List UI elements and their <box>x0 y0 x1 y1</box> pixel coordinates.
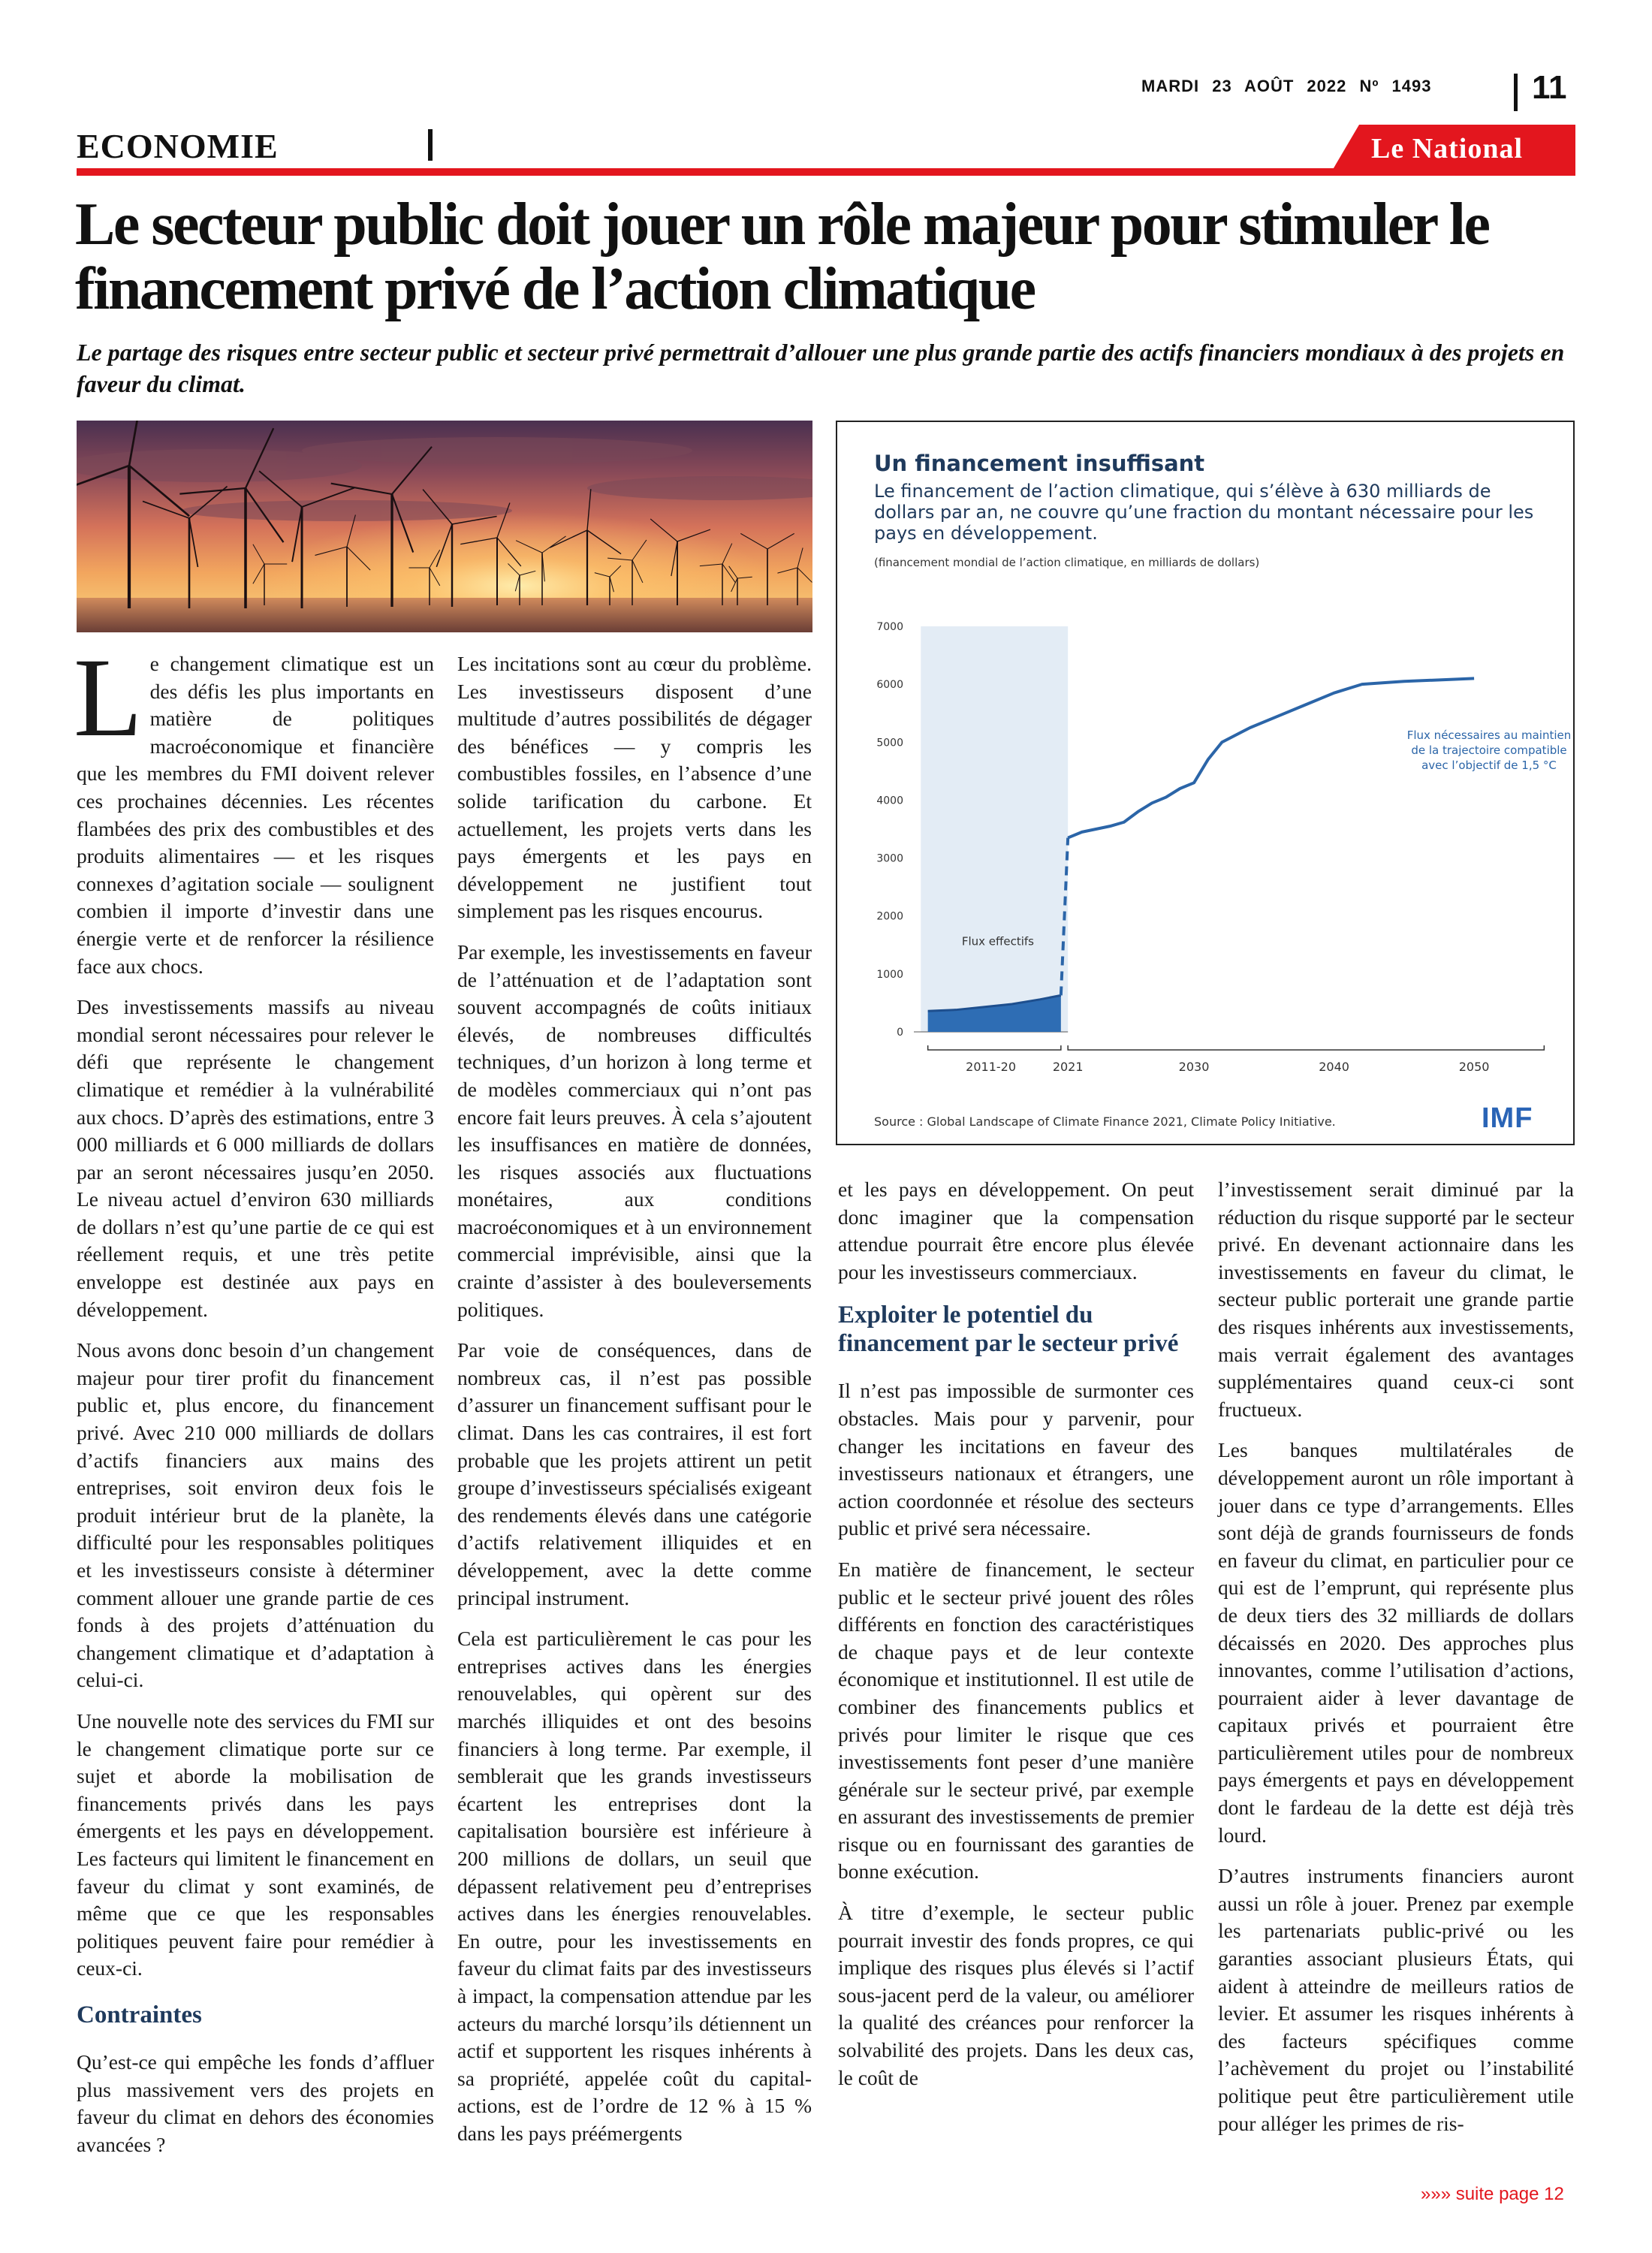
chart-units-note: (financement mondial de l’action climatique, en milliards de dollars) <box>874 556 1260 569</box>
paragraph: En matière de financement, le secteur public et le secteur privé jouent des rôles différents en fonction des caractéristiques de chaque pays et de leur contexte économique et institutionnel. Il est utile de combiner des financements publics et privés pour limiter le risque que ces investissements font peser d’une manière générale sur le secteur privé, par exemple en assurant des investissements de premier risque ou en fournissant des garanties de bonne exécution. <box>838 1557 1194 1884</box>
y-tick-label: 7000 <box>876 621 903 633</box>
y-tick-label: 5000 <box>876 737 903 749</box>
annotation-needed-flows: avec l’objectif de 1,5 °C <box>1421 759 1557 772</box>
article-column-1 <box>74 635 434 2172</box>
paragraph: l’investissement serait diminué par la réduction du risque supporté par le secteur privé. En devenant actionnaire dans les investissements en faveur du climat, le secteur public porterait une grande partie des risques inhérents aux investissements, mais verrait également des avantages supplémentaires quand ceux-ci sont fructueux. <box>1218 1178 1574 1421</box>
paragraph: Des investissements massifs au niveau mondial seront nécessaires pour relever le défi que représente le changement climatique et remédier à la vulnérabilité aux chocs. D’après des estimations, entre 3 000 milliards et 6 000 milliards de dollars par an seront nécessaires jusqu’en 2050. Le niveau actuel d’environ 630 milliards de dollars n’est qu’une partie de ce qui est réellement requis, et une très petite enveloppe est destinée aux pays en développement. <box>77 995 434 1321</box>
climate-finance-chart <box>836 421 1575 1145</box>
y-tick-label: 2000 <box>876 910 903 923</box>
article-headline: Le secteur public doit jouer un rôle majeur pour stimuler le financement privé de l’action climatique <box>75 192 1489 322</box>
paragraph: Une nouvelle note des services du FMI sur le changement climatique porte sur ce sujet et aborde la mobilisation de financements privés dans les pays émergents et les pays en développement. Les facteurs qui limitent le financement en faveur du climat y sont examinés, de même que ce que les responsables politiques peuvent faire pour remédier à ceux-ci. <box>77 1709 434 1980</box>
paragraph: Nous avons donc besoin d’un changement majeur pour tirer profit du financement public et, plus encore, du financement privé. Avec 210 000 milliards de dollars d’actifs financiers aux mains des entreprises, soit environ deux fois le produit intérieur brut de la planète, la difficulté pour les responsables politiques et les investisseurs consiste à déterminer comment allouer une grande partie de ces fonds à des projets d’atténuation du changement climatique et d’adaptation à celui-ci. <box>77 1338 434 1692</box>
annotation-actual-flows: Flux effectifs <box>961 934 1034 949</box>
article-deck: Le partage des risques entre secteur public et secteur privé permettrait d’allouer une plus grande partie des actifs financiers mondiaux à des projets en faveur du climat. <box>77 339 1565 397</box>
x-tick-label: 2030 <box>1178 1060 1210 1074</box>
actual-period-shade <box>921 626 1068 1032</box>
article-column-3 <box>838 1176 1194 2105</box>
paragraph: Par voie de conséquences, dans de nombreux cas, il n’est pas possible d’assurer un financement suffisant pour le climat. Dans les cas contraires, il est fort probable que les projets attirent un petit groupe d’investisseurs spécialisés exigeant des rendements élevés dans une catégorie d’actifs relativement illiquides et en développement, avec la dette comme principal instrument. <box>457 1338 812 1609</box>
x-bracket-actual <box>928 1045 1061 1050</box>
section-divider <box>428 129 433 161</box>
page-number-divider <box>1514 74 1518 111</box>
paragraph: Qu’est-ce qui empêche les fonds d’affluer plus massivement vers des projets en faveur du climat en dehors des économies avancées ? <box>77 2049 434 2156</box>
x-tick-label: 2040 <box>1319 1060 1349 1074</box>
annotation-needed-flows: de la trajectoire compatible <box>1411 743 1567 757</box>
x-tick-label: 2050 <box>1458 1060 1490 1074</box>
paragraph: À titre d’exemple, le secteur public pourrait investir des fonds propres, ce qui implique des risques plus élevés si l’actif sous-jacent perd de la valeur, ou améliorer la qualité des créances pour renforcer la solvabilité des projets. Dans les deux cas, le coût de <box>838 1901 1194 2089</box>
continuation-link[interactable]: »»» suite page 12 <box>1421 2184 1564 2204</box>
paragraph: Les incitations sont au cœur du problème. Les investisseurs disposent d’une multitude d’autres possibilités de dégager des bénéfices — y compris les combustibles fossiles, en l’absence d’une solide tarification du carbone. Et actuellement, les projets verts dans les pays émergents et les pays en développement ne justifient tout simplement pas les risques encourus. <box>457 652 812 923</box>
needed-flows-line <box>1068 678 1474 837</box>
paragraph: et les pays en développement. On peut donc imaginer que la compensation attendue pourrait être encore plus élevée pour les investisseurs commerciaux. <box>838 1178 1194 1283</box>
y-tick-label: 1000 <box>876 968 903 981</box>
subheading-contraintes: Contraintes <box>77 2001 202 2028</box>
x-bracket-projection <box>1068 1045 1544 1050</box>
chart-source: Source : Global Landscape of Climate Finance 2021, Climate Policy Initiative. <box>874 1114 1336 1129</box>
chart-subtitle: Le financement de l’action climatique, qui s’élève à 630 milliards de dollars par an, ne couvre qu’une fraction du montant nécessaire pour les pays en développement. <box>874 481 1534 544</box>
wind-turbines-photo <box>77 421 812 632</box>
drop-cap: L <box>74 635 143 760</box>
paragraph: Par exemple, les investissements en faveur de l’atténuation et de l’adaptation sont souvent accompagnés de coûts initiaux élevés, de nombreuses difficultés techniques, d’un horizon à long terme et de modèles commerciaux qui n’ont pas encore fait leurs preuves. À cela s’ajoutent les insuffisances en matière de données, les risques associés aux fluctuations monétaires, aux conditions macroéconomiques et à un environnement commercial imprévisible, ainsi que la crainte d’assister à des bouleversements politiques. <box>457 940 812 1321</box>
page-number: 11 <box>1532 69 1567 106</box>
article-column-2 <box>457 650 812 2161</box>
section-label: ECONOMIE <box>77 127 279 165</box>
paragraph: Il n’est pas impossible de surmonter ces obstacles. Mais pour y parvenir, pour changer les incitations en faveur des investisseurs nationaux et étrangers, une action coordonnée et résolue des secteurs public et privé sera nécessaire. <box>838 1379 1194 1540</box>
paragraph: Cela est particulièrement le cas pour les entreprises actives dans les énergies renouvelables, qui opèrent sur des marchés illiquides et ont des besoins financiers à long terme. Par exemple, il semblerait que les grands investisseurs écartent les entreprises dont la capitalisation boursière est inférieure à 200 millions de dollars, un seuil que dépassent relativement peu d’entreprises actives dans les énergies renouvelables. En outre, pour les investissements en faveur du climat faits par des investisseurs à impact, la compensation attendue par les acteurs du marché lorsqu’ils détiennent un actif et supportent les risques inhérents à sa propriété, appelée coût du capital-actions, est de l’ordre de 12 % à 15 % dans les pays préémergents <box>457 1627 812 2145</box>
imf-logo: IMF <box>1482 1102 1533 1134</box>
subheading-exploiter: Exploiter le potentiel du financement par le secteur privé <box>838 1301 1179 1358</box>
publication-name: Le National <box>1371 133 1524 164</box>
chart-title: Un financement insuffisant <box>874 451 1205 476</box>
paragraph <box>74 635 434 980</box>
x-tick-label: 2021 <box>1052 1060 1084 1074</box>
paragraph-text: e changement climatique est un des défis les plus importants en matière de politiques macroéconomique et financière que les membres du FMI doivent relever ces prochaines décennies. Les récentes flambées des prix des combustibles et des produits alimentaires — et les risques connexes d’agitation sociale — soulignent combien il importe d’investir dans une énergie verte et de renforcer la résilience face aux chocs. <box>77 652 434 978</box>
x-tick-label: 2011-20 <box>966 1060 1017 1074</box>
y-tick-label: 0 <box>897 1027 903 1039</box>
y-tick-label: 6000 <box>876 679 903 692</box>
paragraph: D’autres instruments financiers auront aussi un rôle à jouer. Prenez par exemple les partenariats public-privé ou les garanties associant plusieurs États, qui aident à atteindre de meilleurs ratios de levier. Et assumer les risques inhérents à des facteurs spécifiques comme l’achèvement du projet ou l’instabilité politique peut être particulièrement utile pour alléger les primes de ris- <box>1218 1864 1574 2135</box>
y-tick-label: 3000 <box>876 852 903 865</box>
chart-plot <box>837 422 1573 1143</box>
y-tick-label: 4000 <box>876 795 903 807</box>
annotation-needed-flows: Flux nécessaires au maintien <box>1406 728 1572 742</box>
issue-date-meta: MARDI 23 AOÛT 2022 Nº 1493 <box>1141 77 1432 95</box>
paragraph: Les banques multilatérales de développement auront un rôle important à jouer dans ce type d’arrangements. Elles sont déjà de grands fournisseurs de fonds en faveur du climat, en particulier pour ce qui est de l’emprunt, qui représente plus de deux tiers des 32 milliards de dollars décaissés en 2020. Des approches plus innovantes, comme l’utilisation d’actions, pourraient aider à lever davantage de capitaux privés et pourraient être particulièrement utiles pour de nombreux pays émergents et pays en développement dont le fardeau de la dette est déjà très lourd. <box>1218 1438 1574 1847</box>
article-column-4 <box>1218 1176 1574 2151</box>
